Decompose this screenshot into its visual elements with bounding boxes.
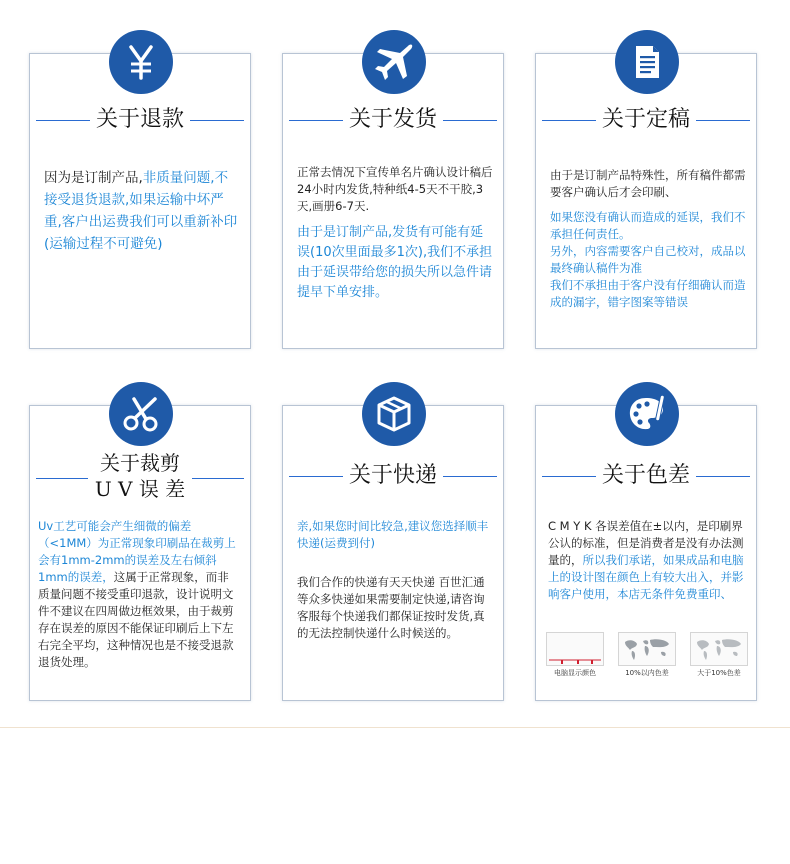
shipping-card bbox=[282, 53, 504, 349]
scissors-icon bbox=[109, 382, 173, 446]
express-card bbox=[282, 405, 504, 701]
express-text-blue: 亲,如果您时间比较急,建议您选择顺丰快递(运费到付) bbox=[297, 519, 489, 550]
cutting-text bbox=[38, 518, 240, 671]
cutting-title-2: U V 误 差 bbox=[94, 477, 186, 501]
airplane-icon bbox=[362, 30, 426, 94]
swatch-caption: 大于10%色差 bbox=[697, 669, 741, 677]
color-text bbox=[548, 518, 748, 603]
refund-card bbox=[29, 53, 251, 349]
world-map-icon bbox=[690, 632, 748, 666]
proof-text-blue-1: 如果您没有确认而造成的延误，我们不承担任何责任。 bbox=[550, 210, 746, 241]
bottom-divider bbox=[0, 727, 790, 728]
proof-title: 关于定稿 bbox=[602, 107, 691, 132]
proof-card bbox=[535, 53, 757, 349]
refund-text bbox=[44, 167, 240, 255]
proof-text-black: 由于是订制产品特殊性，所有稿件都需要客户确认后才会印刷、 bbox=[550, 168, 746, 199]
color-text-black: C M Y K 各误差值在±以内，是印刷界公认的标准，但是消费者是没有办法测量的， bbox=[548, 519, 744, 567]
yen-icon bbox=[109, 30, 173, 94]
cutting-title bbox=[30, 450, 250, 502]
cutting-text-black: 这属于正常现象，而非质量问题不接受重印退款，设计说明文件不建议在四周做边框效果，由于裁剪存在误差的原因不能保证印刷后上下左右完全平均，这种情况也是不接受退款退货处理。 bbox=[38, 570, 234, 669]
express-text bbox=[297, 518, 493, 642]
swatch-caption: 10%以内色差 bbox=[625, 669, 669, 677]
proof-text-blue-3: 我们不承担由于客户没有仔细确认而造成的漏字，错字图案等错误 bbox=[550, 278, 746, 309]
proof-text bbox=[550, 167, 746, 311]
shipping-text-blue: 由于是订制产品,发货有可能有延误(10次里面最多1次),我们不承担由于延误带给您的损失所以急件请提早下单安排。 bbox=[297, 225, 493, 300]
express-text-black: 我们合作的快递有天天快递 百世汇通等众多快递如果需要制定快递,请咨询客服每个快递我们都保证按时发货,真的无法控制快递什么时候送的。 bbox=[297, 575, 485, 640]
world-map-icon bbox=[546, 632, 604, 666]
cutting-title-1: 关于裁剪 bbox=[100, 451, 180, 475]
shipping-text-black: 正常去情况下宣传单名片确认设计稿后24小时内发货,特种纸4-5天不干胶,3天,画册6-7天. bbox=[297, 165, 493, 213]
color-title: 关于色差 bbox=[602, 463, 691, 488]
refund-title: 关于退款 bbox=[96, 107, 185, 132]
swatch-over-10 bbox=[690, 632, 748, 678]
refund-text-blue: 非质量问题,不接受退货退款,如果运输中坏严重,客户出运费我们可以重新补印(运输过程不可避免) bbox=[44, 170, 238, 252]
refund-text-black: 因为是订制产品, bbox=[44, 170, 143, 186]
color-text-blue: 所以我们承诺，如果成品和电脑上的设计图在颜色上有较大出入，并影响客户使用，本店无条件免费重印、 bbox=[548, 553, 744, 601]
color-card bbox=[535, 405, 757, 701]
proof-text-blue-2: 另外，内容需要客户自己校对，成品以最终确认稿件为准 bbox=[550, 244, 746, 275]
swatch-screen bbox=[546, 632, 604, 678]
express-title: 关于快递 bbox=[349, 463, 438, 488]
world-map-icon bbox=[618, 632, 676, 666]
shipping-text bbox=[297, 164, 493, 303]
document-icon bbox=[615, 30, 679, 94]
cutting-card bbox=[29, 405, 251, 701]
palette-icon bbox=[615, 382, 679, 446]
cutting-text-blue: Uv工艺可能会产生细微的偏差（<1MM）为正常现象印刷品在裁剪上会有1mm-2mm的误差及左右倾斜1mm的误差， bbox=[38, 519, 236, 584]
color-swatches bbox=[546, 632, 748, 678]
swatch-within-10 bbox=[618, 632, 676, 678]
package-icon bbox=[362, 382, 426, 446]
shipping-title: 关于发货 bbox=[349, 107, 438, 132]
swatch-caption: 电脑显示颜色 bbox=[554, 669, 596, 677]
